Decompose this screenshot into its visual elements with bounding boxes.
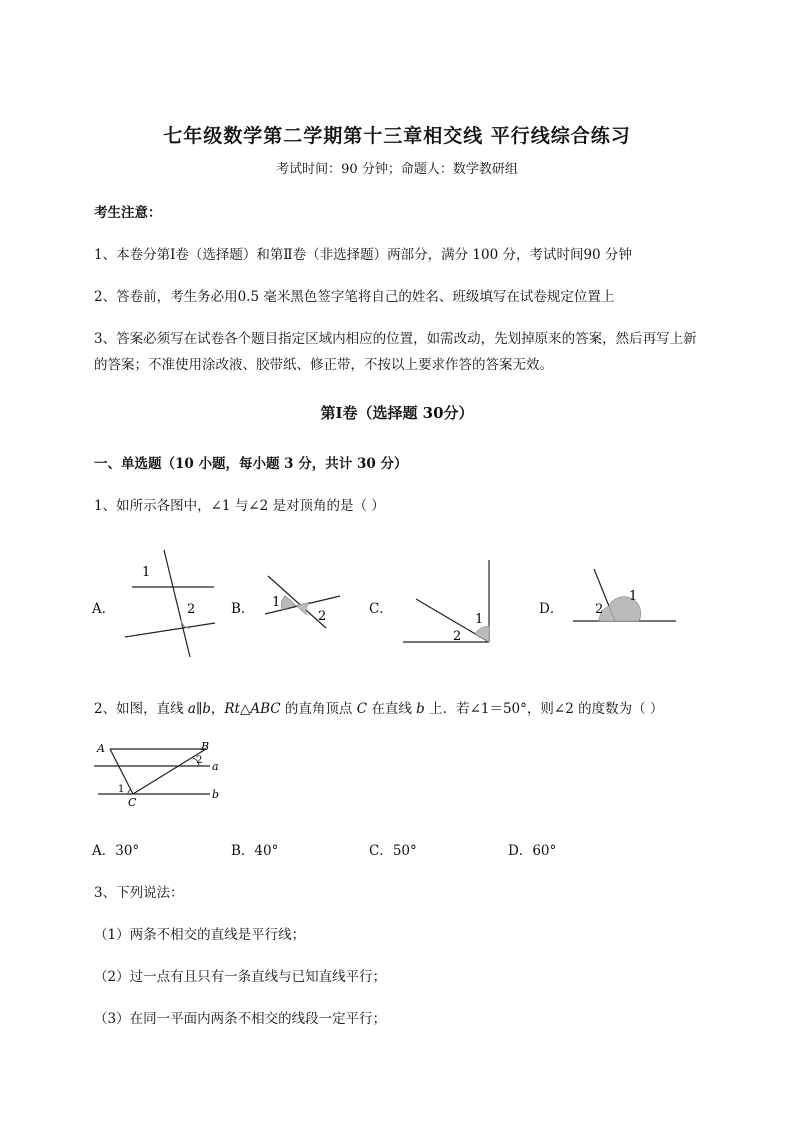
q2-label-a: a bbox=[212, 760, 219, 773]
fig-c-label-1: 1 bbox=[475, 612, 484, 627]
document-title: 七年级数学第二学期第十三章相交线 平行线综合练习 bbox=[163, 125, 631, 147]
q1-option-c: C． bbox=[369, 601, 393, 617]
q2-label-1: 1 bbox=[118, 784, 125, 795]
fig-a-label-2: 2 bbox=[187, 602, 196, 617]
section-title: 第Ⅰ卷（选择题 30分） bbox=[320, 404, 474, 422]
q1-figure-b bbox=[260, 568, 345, 633]
q2-figure bbox=[88, 738, 228, 810]
q2-option-a: A．30° bbox=[92, 843, 140, 859]
q1-option-d: D． bbox=[539, 601, 564, 617]
fig-c-label-2: 2 bbox=[453, 629, 462, 644]
q3-statement-3: （3）在同一平面内两条不相交的线段一定平行； bbox=[94, 1011, 387, 1027]
q2-option-b: B．40° bbox=[231, 843, 279, 859]
q3-statement-2: （2）过一点有且只有一条直线与已知直线平行； bbox=[94, 969, 387, 985]
q1-option-a: A． bbox=[92, 601, 116, 617]
q1-stem: 1、如所示各图中，∠1 与∠2 是对顶角的是（ ） bbox=[94, 498, 385, 514]
q1-figure-d bbox=[570, 565, 680, 627]
notice-item-2: 2、答卷前，考生务必用0.5 毫米黑色签字笔将自己的姓名、班级填写在试卷规定位置上 bbox=[94, 289, 615, 305]
q1-figure-a bbox=[120, 545, 225, 660]
fig-d-label-1: 1 bbox=[629, 589, 638, 604]
part-heading: 一、单选题（10 小题，每小题 3 分，共计 30 分） bbox=[94, 456, 408, 472]
q2-label-A: A bbox=[97, 742, 105, 755]
notice-item-3-cont: 的答案；不准使用涂改液、胶带纸、修正带，不按以上要求作答的答案无效。 bbox=[94, 357, 553, 373]
q2-label-C: C bbox=[128, 796, 137, 809]
q2-label-b: b bbox=[212, 788, 220, 801]
fig-a-label-1: 1 bbox=[142, 565, 151, 580]
document-subtitle: 考试时间：90 分钟；命题人：数学教研组 bbox=[276, 162, 518, 177]
fig-b-label-2: 2 bbox=[318, 609, 327, 624]
notice-item-3: 3、答案必须写在试卷各个题目指定区域内相应的位置，如需改动，先划掉原来的答案，然后再写上新 bbox=[94, 331, 697, 347]
q1-figure-c bbox=[398, 555, 498, 650]
q2-label-2: 2 bbox=[196, 755, 203, 766]
notice-heading: 考生注意： bbox=[94, 205, 162, 221]
q3-stem: 3、下列说法： bbox=[94, 885, 184, 901]
fig-b-label-1: 1 bbox=[272, 595, 281, 610]
q2-stem: 2、如图，直线 a∥b，Rt△ABC 的直角顶点 C 在直线 b 上．若∠1＝50°，则∠2 的度数为（ ） bbox=[94, 701, 664, 717]
q1-option-b: B． bbox=[231, 601, 255, 617]
q2-label-B: B bbox=[201, 740, 210, 753]
notice-item-1: 1、本卷分第Ⅰ卷（选择题）和第Ⅱ卷（非选择题）两部分，满分 100 分，考试时间90 分钟 bbox=[94, 247, 632, 263]
q2-option-d: D．60° bbox=[508, 843, 557, 859]
fig-d-label-2: 2 bbox=[595, 602, 604, 617]
q2-option-c: C．50° bbox=[369, 843, 417, 859]
q3-statement-1: （1）两条不相交的直线是平行线； bbox=[94, 927, 306, 943]
